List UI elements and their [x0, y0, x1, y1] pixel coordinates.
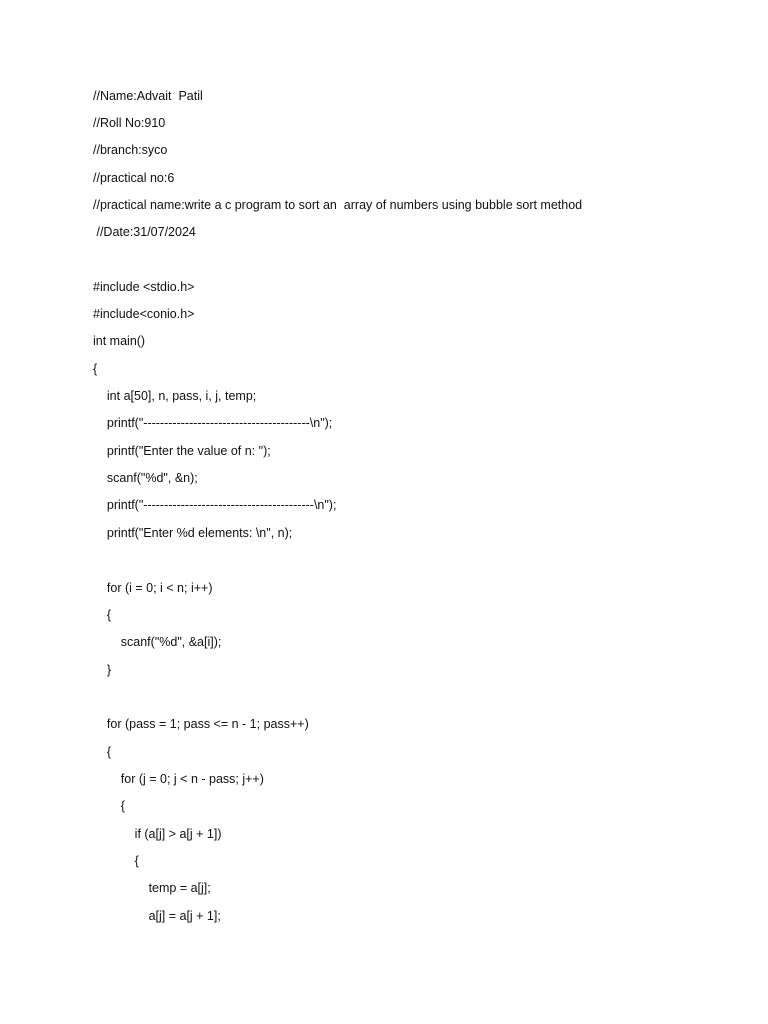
comment-practical-name: //practical name:write a c program to sort an array of numbers using bubble sort method: [93, 198, 583, 212]
code-line: printf("----------------------------------------\n");: [93, 416, 333, 430]
code-line: temp = a[j];: [93, 881, 211, 895]
comment-roll-no: //Roll No:910: [93, 116, 166, 130]
code-line: }: [93, 663, 112, 677]
code-line: printf("Enter %d elements: \n", n);: [93, 526, 293, 540]
comment-practical-no: //practical no:6: [93, 171, 175, 185]
comment-date: //Date:31/07/2024: [93, 225, 196, 239]
code-line: int a[50], n, pass, i, j, temp;: [93, 389, 257, 403]
code-line: for (i = 0; i < n; i++): [93, 581, 213, 595]
code-line: #include <stdio.h>: [93, 280, 195, 294]
code-line: {: [93, 854, 139, 868]
code-line: {: [93, 362, 98, 376]
code-line: a[j] = a[j + 1];: [93, 909, 221, 923]
comment-name: //Name:Advait Patil: [93, 89, 203, 103]
code-line: {: [93, 799, 125, 813]
code-line: {: [93, 608, 112, 622]
code-line: printf("Enter the value of n: ");: [93, 444, 271, 458]
comment-branch: //branch:syco: [93, 143, 168, 157]
code-line: printf("-----------------------------------------\n");: [93, 498, 337, 512]
code-line: int main(): [93, 334, 146, 348]
code-line: for (pass = 1; pass <= n - 1; pass++): [93, 717, 309, 731]
code-line: {: [93, 745, 112, 759]
code-line: #include<conio.h>: [93, 307, 195, 321]
code-line: for (j = 0; j < n - pass; j++): [93, 772, 264, 786]
code-line: scanf("%d", &a[i]);: [93, 635, 222, 649]
code-line: if (a[j] > a[j + 1]): [93, 827, 222, 841]
code-line: scanf("%d", &n);: [93, 471, 198, 485]
